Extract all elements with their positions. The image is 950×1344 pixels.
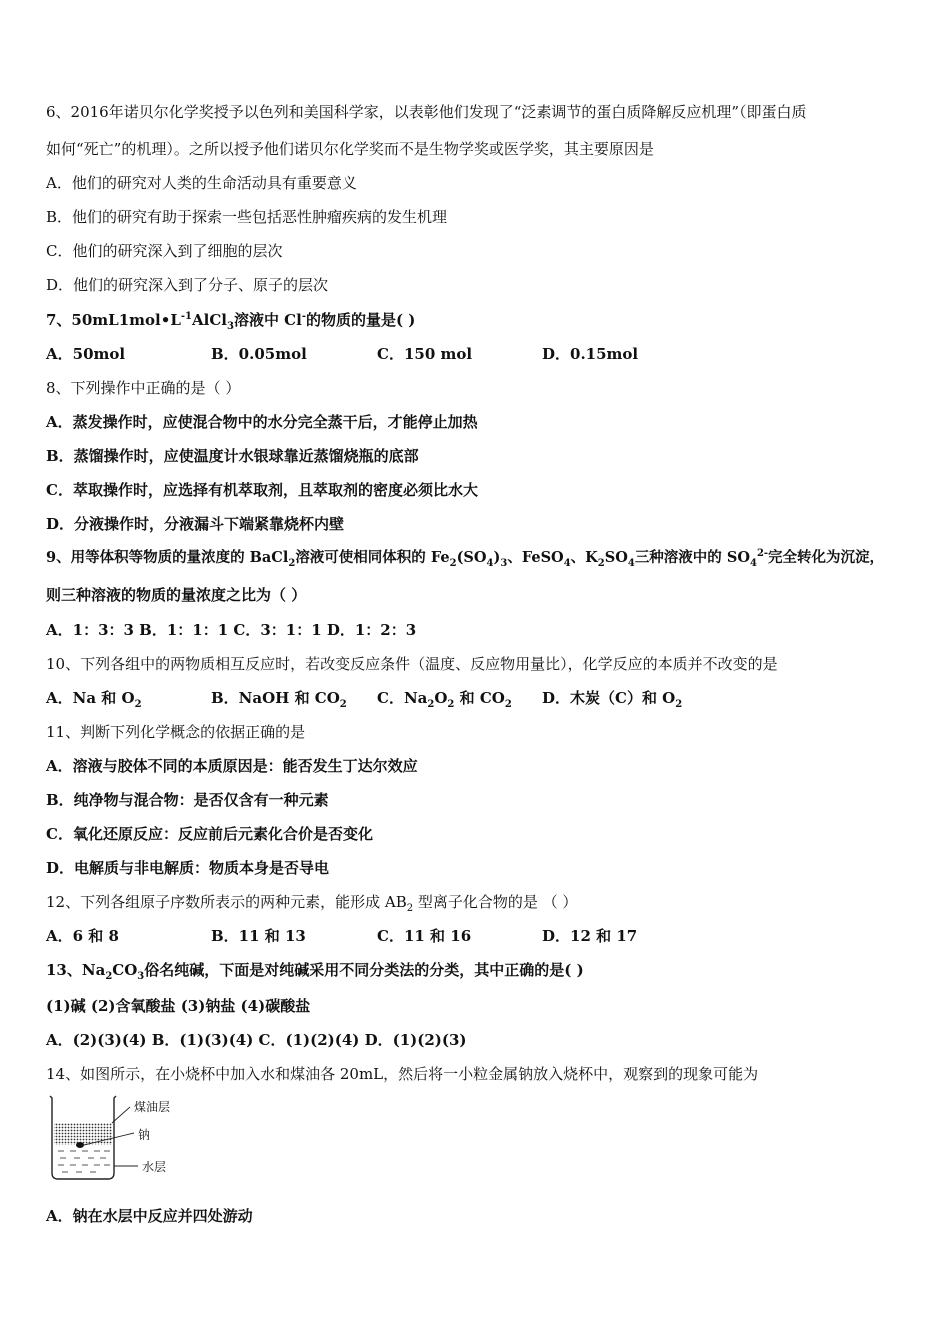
q9-sub: 4	[749, 557, 757, 569]
q10-c-text: 和 CO	[454, 689, 505, 707]
q10-c-text: C．Na	[377, 689, 428, 707]
q9-text: (SO	[456, 549, 487, 566]
q7-sup: -	[301, 311, 306, 322]
q8-option-a: A．蒸发操作时，应使混合物中的水分完全蒸干后，才能停止加热	[46, 413, 478, 431]
q9-sub: 2	[597, 557, 605, 569]
q9-stem-line2: 则三种溶液的物质的量浓度之比为（ ）	[46, 586, 307, 604]
q9-text: 三种溶液中的 SO	[634, 549, 750, 566]
q10-a-text: A．Na 和 O	[46, 689, 135, 707]
q7-option-b: B．0.05mol	[211, 345, 307, 363]
q7-stem-text: 的物质的量是( )	[305, 311, 416, 329]
q12-text: 12、下列各组原子序数所表示的两种元素，能形成 AB	[46, 893, 407, 911]
q9-stem-line1	[46, 548, 884, 568]
q6-option-b: B．他们的研究有助于探索一些包括恶性肿瘤疾病的发生机理	[46, 208, 448, 226]
q10-sub: 2	[339, 699, 347, 710]
q7-stem-text: AlCl	[192, 311, 227, 329]
q12-option-a: A．6 和 8	[46, 927, 119, 945]
q9-sub: 2	[449, 557, 457, 569]
q10-option-a	[46, 688, 142, 708]
q11-option-d: D．电解质与非电解质：物质本身是否导电	[46, 859, 330, 877]
q9-sub: 4	[486, 557, 494, 569]
label-sodium: 钠	[138, 1128, 151, 1142]
q8-option-b: B．蒸馏操作时，应使温度计水银球靠近蒸馏烧瓶的底部	[46, 447, 419, 465]
q13-options: A．(2)(3)(4) B．(1)(3)(4) C．(1)(2)(4) D．(1)(2)(3)	[46, 1031, 467, 1049]
q13-text: 俗名纯碱，下面是对纯碱采用不同分类法的分类，其中正确的是( )	[144, 961, 584, 979]
q10-option-c	[377, 688, 512, 708]
q10-option-b	[211, 688, 347, 708]
q6-option-d: D．他们的研究深入到了分子、原子的层次	[46, 276, 329, 294]
q12-option-c: C．11 和 16	[377, 927, 472, 945]
q9-text: 完全转化为沉淀，	[768, 549, 885, 566]
q11-option-a: A．溶液与胶体不同的本质原因是：能否发生丁达尔效应	[46, 757, 418, 775]
q10-sub: 2	[504, 699, 512, 710]
q12-text: 型离子化合物的是 （ ）	[413, 893, 578, 911]
q7-option-a: A．50mol	[46, 345, 126, 363]
q7-option-d: D．0.15mol	[542, 345, 639, 363]
q9-text: SO	[604, 549, 628, 566]
q10-c-text: O	[434, 689, 448, 707]
q6-stem-line2: 如何“死亡”的机理）。之所以授予他们诺贝尔化学奖而不是生物学奖或医学奖，其主要原因是	[46, 140, 654, 158]
q8-option-d: D．分液操作时，分液漏斗下端紧靠烧杯内壁	[46, 515, 345, 533]
q6-option-c: C．他们的研究深入到了细胞的层次	[46, 242, 283, 260]
q13-items: (1)碱 (2)含氧酸盐 (3)钠盐 (4)碳酸盐	[46, 997, 311, 1015]
q9-text: 、FeSO	[507, 549, 564, 566]
q10-b-text: B．NaOH 和 CO	[211, 689, 340, 707]
q10-option-d	[542, 688, 682, 708]
q7-sub: 3	[226, 321, 234, 332]
sodium-piece	[76, 1142, 84, 1148]
water-layer	[58, 1151, 110, 1172]
q11-stem: 11、判断下列化学概念的依据正确的是	[46, 723, 306, 741]
q12-option-d: D．12 和 17	[542, 927, 638, 945]
q7-stem-text: 7、50mL1mol•L	[46, 311, 181, 329]
q8-option-c: C．萃取操作时，应选择有机萃取剂，且萃取剂的密度必须比水大	[46, 481, 478, 499]
q13-stem	[46, 960, 584, 980]
q9-sub: 4	[563, 557, 571, 569]
q10-stem: 10、下列各组中的两物质相互反应时，若改变反应条件（温度、反应物用量比），化学反应的本质并不改变的是	[46, 655, 778, 673]
q11-option-b: B．纯净物与混合物：是否仅含有一种元素	[46, 791, 329, 809]
q10-d-text: D．木炭（C）和 O	[542, 689, 676, 707]
q6-option-a: A．他们的研究对人类的生命活动具有重要意义	[46, 174, 357, 192]
q7-stem-text: 溶液中 Cl	[233, 311, 302, 329]
q14-stem: 14、如图所示，在小烧杯中加入水和煤油各 20mL，然后将一小粒金属钠放入烧杯中，观察到的现象可能为	[46, 1065, 759, 1083]
q9-sup: 2-	[756, 548, 769, 560]
q9-sub: 4	[627, 557, 635, 569]
q8-stem: 8、下列操作中正确的是（ ）	[46, 379, 241, 397]
q9-options: A．1：3：3 B．1：1：1 C．3：1：1 D．1：2：3	[46, 621, 417, 639]
label-oil-layer: 煤油层	[134, 1100, 171, 1114]
q9-text: 、K	[570, 549, 598, 566]
q10-sub: 2	[427, 699, 435, 710]
q12-stem	[46, 892, 577, 912]
q10-sub: 2	[447, 699, 455, 710]
q7-sup: -1	[180, 311, 192, 322]
q12-option-b: B．11 和 13	[211, 927, 306, 945]
q14-option-a: A．钠在水层中反应并四处游动	[46, 1207, 253, 1225]
q7-stem	[46, 310, 415, 330]
q6-stem-line1: 6、2016年诺贝尔化学奖授予以色列和美国科学家，以表彰他们发现了“泛素调节的蛋白质降解反应机理”（即蛋白质	[46, 103, 807, 121]
q9-text: 溶液可使相同体积的 Fe	[295, 549, 450, 566]
q9-sub: 3	[500, 557, 508, 569]
oil-layer	[54, 1123, 112, 1145]
q13-text: CO	[112, 961, 138, 979]
q10-sub: 2	[134, 699, 142, 710]
q12-sub: 2	[406, 903, 414, 914]
q13-text: 13、Na	[46, 961, 106, 979]
q13-sub: 2	[105, 971, 113, 982]
q9-text: 9、用等体积等物质的量浓度的 BaCl	[46, 549, 289, 566]
q9-text: )	[493, 549, 501, 566]
q7-option-c: C．150 mol	[377, 345, 473, 363]
q11-option-c: C．氧化还原反应：反应前后元素化合价是否变化	[46, 825, 373, 843]
q9-sub: 2	[288, 557, 296, 569]
label-water-layer: 水层	[142, 1160, 167, 1174]
q13-sub: 3	[137, 971, 145, 982]
q10-sub: 2	[675, 699, 683, 710]
